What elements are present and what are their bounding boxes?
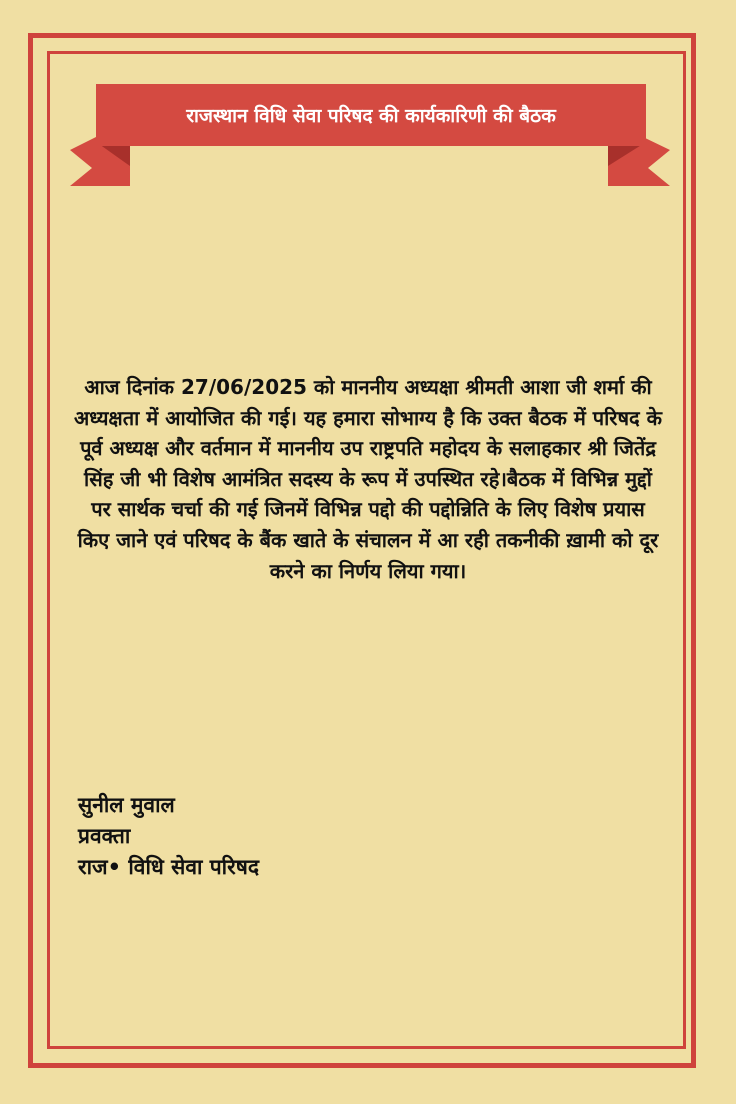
signature-block — [78, 790, 259, 883]
signatory-organization: राज• विधि सेवा परिषद — [78, 855, 259, 879]
body-paragraph: आज दिनांक 27/06/2025 को माननीय अध्यक्षा श्रीमती आशा जी शर्मा की अध्यक्षता में आयोजित की गई। यह हमारा सोभाग्य है कि उक्त बैठक में परिषद के पूर्व अध्यक्ष और वर्तमान में माननीय उप राष्ट्रपति महोदय के सलाहकार श्री जितेंद्र सिंह जी भी विशेष आमंत्रित सदस्य के रूप में उपस्थित रहे।बैठक में विभिन्न मुद्दों पर सार्थक चर्चा की गई जिनमें विभिन्न पद्दो की पद्दोन्निति के लिए विशेष प्रयास किए जाने एवं परिषद के बैंक खाते के संचालन में आ रही तकनीकी ख़ामी को दूर करने का निर्णय लिया गया। — [74, 375, 662, 583]
signatory-name: सुनील मुवाल — [78, 793, 175, 817]
signatory-designation: प्रवक्ता — [78, 824, 131, 848]
banner-title: राजस्थान विधि सेवा परिषद की कार्यकारिणी की बैठक — [186, 105, 556, 127]
